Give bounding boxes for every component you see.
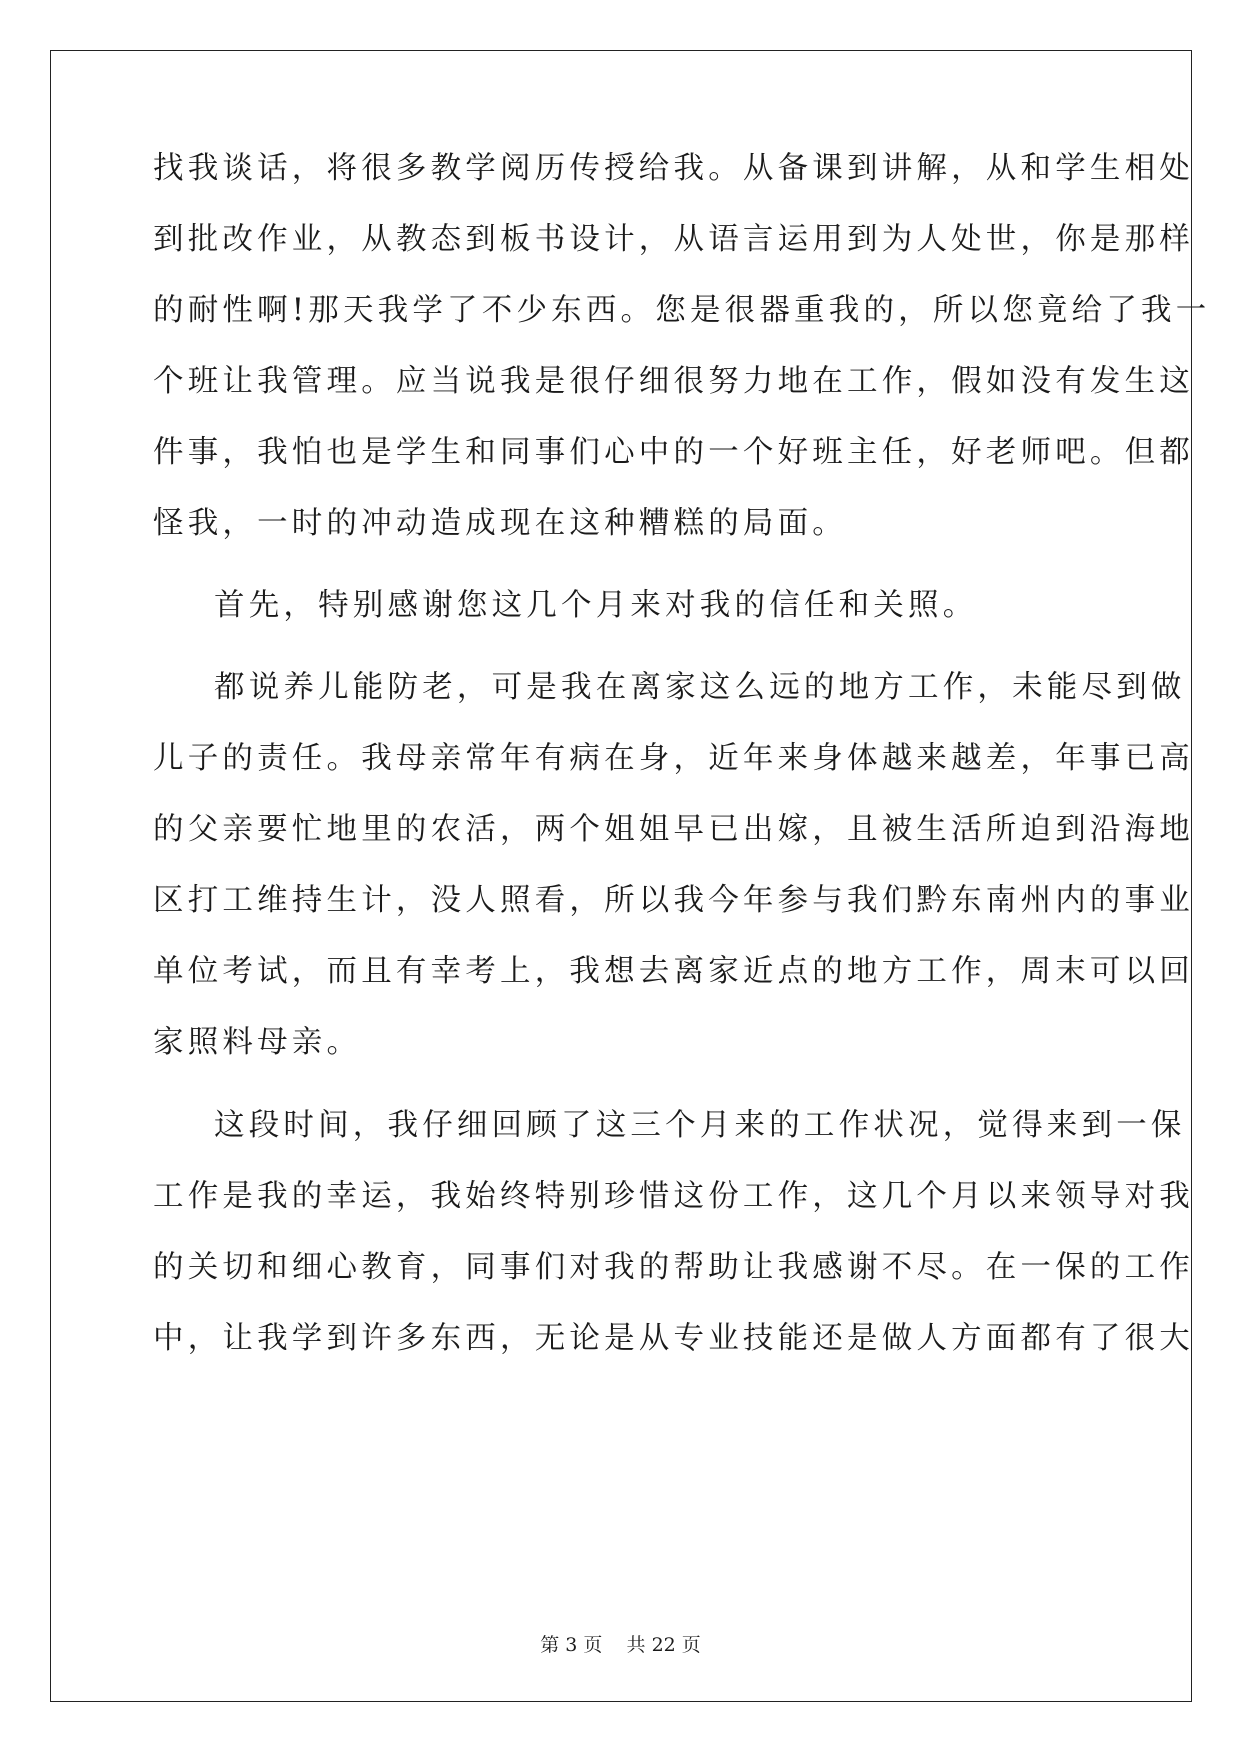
text-line: 件事，我怕也是学生和同事们心中的一个好班主任，好老师吧。但都 — [153, 435, 1194, 470]
text-line: 区打工维持生计，没人照看，所以我今年参与我们黔东南州内的事业 — [153, 883, 1194, 918]
text-line: 中，让我学到许多东西，无论是从专业技能还是做人方面都有了很大 — [153, 1321, 1194, 1356]
text-line: 的耐性啊!那天我学了不少东西。您是很器重我的，所以您竟给了我一 — [153, 293, 1211, 328]
page-number-footer: 第 3 页 共 22 页 — [540, 1634, 701, 1656]
text-line: 首先，特别感谢您这几个月来对我的信任和关照。 — [214, 588, 978, 623]
text-line: 这段时间，我仔细回顾了这三个月来的工作状况，觉得来到一保 — [214, 1108, 1186, 1143]
text-line: 到批改作业，从教态到板书设计，从语言运用到为人处世，你是那样 — [153, 222, 1194, 257]
text-line: 家照料母亲。 — [153, 1025, 362, 1060]
text-line: 怪我，一时的冲动造成现在这种糟糕的局面。 — [153, 506, 847, 541]
text-line: 个班让我管理。应当说我是很仔细很努力地在工作，假如没有发生这 — [153, 364, 1194, 399]
text-line: 的父亲要忙地里的农活，两个姐姐早已出嫁，且被生活所迫到沿海地 — [153, 812, 1194, 847]
text-line: 工作是我的幸运，我始终特别珍惜这份工作，这几个月以来领导对我 — [153, 1179, 1194, 1214]
text-line: 找我谈话，将很多教学阅历传授给我。从备课到讲解，从和学生相处 — [153, 151, 1194, 186]
text-line: 都说养儿能防老，可是我在离家这么远的地方工作，未能尽到做 — [214, 670, 1186, 705]
text-line: 单位考试，而且有幸考上，我想去离家近点的地方工作，周末可以回 — [153, 954, 1194, 989]
text-line: 的关切和细心教育，同事们对我的帮助让我感谢不尽。在一保的工作 — [153, 1250, 1194, 1285]
text-line: 儿子的责任。我母亲常年有病在身，近年来身体越来越差，年事已高 — [153, 741, 1194, 776]
